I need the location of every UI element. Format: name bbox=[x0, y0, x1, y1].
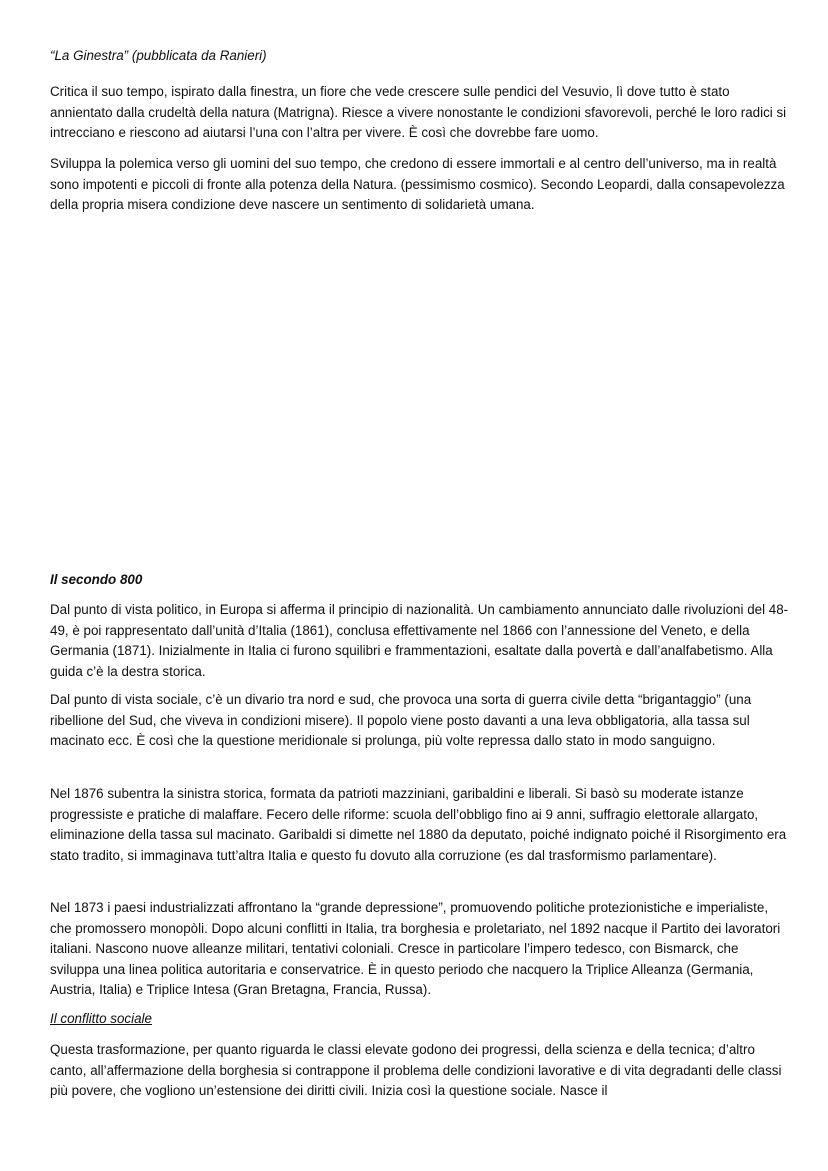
paragraph-sociale: Dal punto di vista sociale, c’è un divario tra nord e sud, che provoca una sorta di guerra civile detta “brigantaggio” (una ribellione del Sud, che viveva in condizioni misere). Il popolo viene posto davanti a una leva obbligatoria, alla tassa sul macinato ecc. È così che la questione meridionale si prolunga, più volte repressa dallo stato in modo sanguigno. bbox=[50, 692, 752, 749]
section-heading-secondo-800: Il secondo 800 bbox=[50, 572, 143, 587]
section-heading-conflitto-sociale: Il conflitto sociale bbox=[50, 1011, 152, 1026]
section-title-la-ginestra: “La Ginestra” (pubblicata da Ranieri) bbox=[50, 48, 267, 63]
paragraph-sinistra-storica: Nel 1876 subentra la sinistra storica, formata da patrioti mazziniani, garibaldini e liberali. Si basò su moderate istanze progressiste e pratiche di malaffare. Fecero delle riforme: scuola dell’obbligo fino ai 9 anni, suffragio elettorale allargato, eliminazione della tassa sul macinato. Garibaldi si dimette nel 1880 da deputato, poiché indignato poiché il Risorgimento era stato tradito, si immaginava tutt’altra Italia e questo fu dovuto alla corruzione (es dal trasformismo parlamentare). bbox=[50, 786, 787, 863]
paragraph-grande-depressione: Nel 1873 i paesi industrializzati affrontano la “grande depressione”, promuovendo politiche protezionistiche e imperialiste, che promossero monopòli. Dopo alcuni conflitti in Italia, tra borghesia e proletariato, nel 1892 nacque il Partito dei lavoratori italiani. Nascono nuove alleanze militari, tentativi coloniali. Cresce in particolare l’impero tedesco, con Bismarck, che sviluppa una linea politica autoritaria e conservatrice. È in questo periodo che nacquero la Triplice Alleanza (Germania, Austria, Italia) e Triplice Intesa (Gran Bretagna, Francia, Russa). bbox=[50, 900, 781, 998]
paragraph-trasformazione: Questa trasformazione, per quanto riguarda le classi elevate godono dei progressi, della scienza e della tecnica; d’altro canto, all’affermazione della borghesia si contrappone il problema delle condizioni lavorative e di vita degradanti delle classi più povere, che vogliono un’estensione dei diritti civili. Inizia così la questione sociale. Nasce il bbox=[50, 1042, 782, 1099]
paragraph-ginestra-polemica: Sviluppa la polemica verso gli uomini del suo tempo, che credono di essere immortali e al centro dell’universo, ma in realtà sono impotenti e piccoli di fronte alla potenza della Natura. (pessimismo cosmico). Secondo Leopardi, dalla consapevolezza della propria misera condizione deve nascere un sentimento di solidarietà umana. bbox=[50, 156, 785, 213]
paragraph-politico: Dal punto di vista politico, in Europa si afferma il principio di nazionalità. Un cambiamento annunciato dalle rivoluzioni del 48-49, è poi rappresentato dall’unità d’Italia (1861), conclusa effettivamente nel 1866 con l’annessione del Veneto, e della Germania (1871). Inizialmente in Italia ci furono squilibri e frammentazioni, esaltate dalla povertà e dall’analfabetismo. Alla guida c’è la destra storica. bbox=[50, 602, 789, 679]
paragraph-ginestra-critica: Critica il suo tempo, ispirato dalla finestra, un fiore che vede crescere sulle pendici del Vesuvio, lì dove tutto è stato annientato dalla crudeltà della natura (Matrigna). Riesce a vivere nonostante le condizioni sfavorevoli, perché le loro radici si intrecciano e riescono ad aiutarsi l’una con l’altra per vivere. È così che dovrebbe fare uomo. bbox=[50, 84, 787, 141]
